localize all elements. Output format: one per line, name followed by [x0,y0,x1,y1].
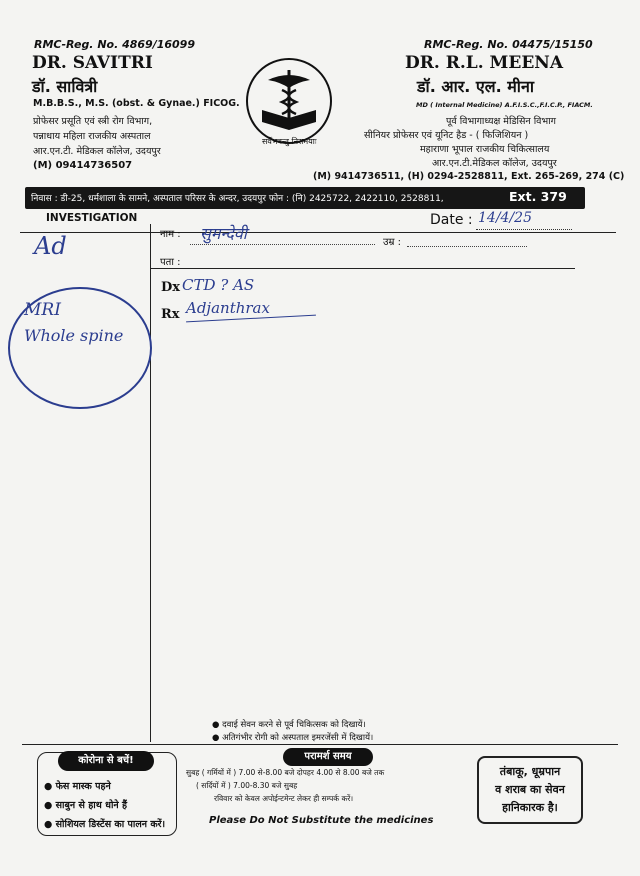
left-doctor-hospital: पन्नाधाय महिला राजकीय अस्पताल [33,131,151,142]
rx-label: Rx [161,307,180,322]
name-value: सुमन्देवी [200,224,247,243]
timings-title: परामर्श समय [283,748,373,766]
name-label: नाम : [160,229,181,240]
corona-box [37,752,177,836]
residence-ext: Ext. 379 [509,189,567,204]
patient-rule [150,268,575,269]
left-doctor-dept: प्रोफेसर प्रसूति एवं स्त्री रोग विभाग, [33,116,153,127]
investigation-label: INVESTIGATION [46,212,138,224]
address-label: पता : [160,257,181,268]
timings-line-2: ( सर्दियों में ) 7.00-8.30 बजे सुबह [196,781,298,790]
logo-motto: सर्वेभवन्तु निरामयाः [262,137,317,146]
tobacco-box [477,756,583,824]
left-doctor-college: आर.एन.टी. मेडिकल कॉलेज, उदयपुर [33,146,161,157]
handwritten-ad: Ad [34,232,67,260]
right-doctor-title: सीनियर प्रोफेसर एवं यूनिट हैड - ( फिजिशियन ) [364,130,529,141]
left-doctor-name-hindi: डॉ. सावित्री [32,77,98,96]
corona-item-2: ● साबुन से हाथ धोने हैं [44,800,128,811]
date-value: 14/4/25 [478,210,532,226]
left-reg-number: RMC-Reg. No. 4869/16099 [34,38,195,51]
footer-rule [22,744,618,745]
handwritten-mri: MRI [24,300,61,320]
dx-value: CTD ? AS [182,276,255,294]
right-reg-number: RMC-Reg. No. 04475/15150 [424,38,593,51]
corona-item-3-text: सोशियल डिस्टेंस का पालन करें। [55,819,166,830]
corona-item-1: ● फेस मास्क पहने [44,781,111,792]
date-underline [476,229,572,230]
name-underline [190,244,375,245]
tobacco-line-1: तंबाकू, धूम्रपान [499,765,561,778]
header-rule [20,232,616,233]
residence-text: निवास : डी-25, धर्मशाला के सामने, अस्पताल परिसर के अन्दर, उदयपुर फोन : (नि) 2425722, 2422110, 2528811, [31,194,444,204]
left-doctor-mobile: (M) 09414736507 [33,160,133,171]
left-doctor-name: DR. SAVITRI [32,53,153,73]
dx-label: Dx [161,280,181,295]
left-doctor-degrees: M.B.B.S., M.S. (obst. & Gynae.) FICOG. [33,98,240,109]
warning-1-text: दवाई सेवन करने से पूर्व चिकित्सक को दिखायें। [222,720,366,730]
corona-item-3: ● सोशियल डिस्टेंस का पालन करें। [44,819,166,830]
rx-value: Adjanthrax [186,299,270,317]
timings-line-1: सुबह ( गर्मियों में ) 7.00 से-8.00 बजे दोपहर 4.00 से 8.00 बजे तक [186,768,385,777]
timings-line-3: रविवार को केवल अपोईन्टमेन्ट लेकर ही सम्पर्क करें। [214,794,354,803]
residence-bar [25,187,585,209]
corona-item-1-text: फेस मास्क पहने [55,781,111,792]
date-label: Date : [430,212,473,228]
corona-title: कोरोना से बचें! [58,751,154,771]
right-doctor-phones: (M) 9414736511, (H) 0294-2528811, Ext. 265-269, 274 (C) [313,171,625,182]
right-doctor-hospital: महाराणा भूपाल राजकीय चिकित्सालय [420,144,550,155]
age-label: उम्र : [383,237,402,248]
tobacco-line-3: हानिकारक है। [502,801,558,814]
right-doctor-name-hindi: डॉ. आर. एल. मीना [417,77,534,96]
footer-note: Please Do Not Substitute the medicines [209,815,434,826]
tobacco-line-2: व शराब का सेवन [495,783,565,796]
right-doctor-dept: पूर्व विभागाध्यक्ष मेडिसिन विभाग [446,116,556,127]
warning-2-text: अतिगंभीर रोगी को अस्पताल इमरजेंसी में दिखायें। [222,733,374,743]
right-doctor-degrees: MD ( Internal Medicine) A.F.I.S.C.,F.I.C.P., FIACM. [416,101,593,109]
warning-1: ● दवाई सेवन करने से पूर्व चिकित्सक को दिखायें। [212,720,366,730]
right-doctor-college: आर.एन.टी.मेडिकल कॉलेज, उदयपुर [432,158,557,169]
warning-2: ● अतिगंभीर रोगी को अस्पताल इमरजेंसी में दिखायें। [212,733,374,743]
age-underline [407,246,527,247]
caduceus-book-icon [246,58,332,144]
right-doctor-name: DR. R.L. MEENA [405,53,564,73]
corona-item-2-text: साबुन से हाथ धोने हैं [55,800,128,811]
investigation-divider [150,224,151,742]
handwritten-whole-spine: Whole spine [24,326,124,345]
